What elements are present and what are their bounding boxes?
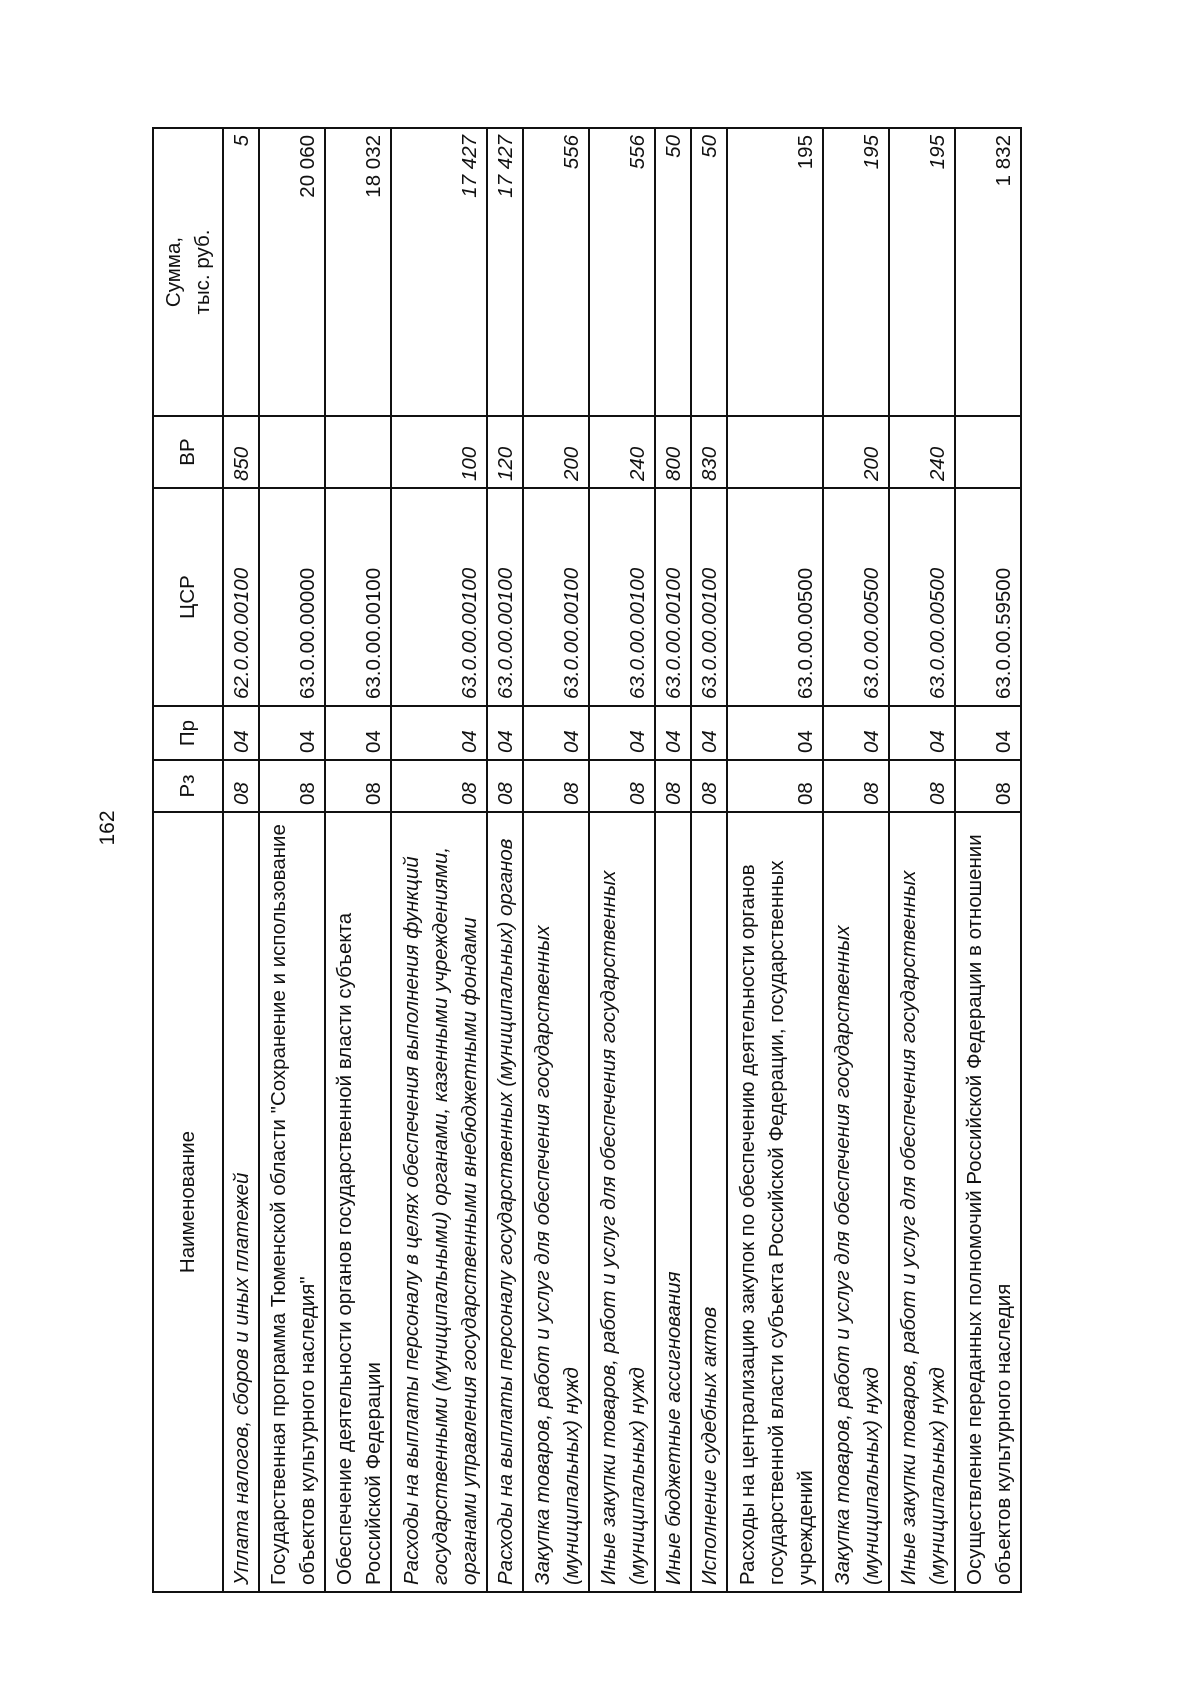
row-vr-cell [727,416,823,488]
table-header-row [153,128,223,1592]
row-csr-cell: 63.0.00.00100 [655,488,691,706]
row-vr-cell: 100 [391,416,487,488]
row-pr-cell: 04 [391,706,487,760]
row-name-cell: Иные бюджетные ассигнования [655,812,691,1592]
row-pr-cell: 04 [223,706,259,760]
row-sum-cell: 1 832 [955,128,1021,416]
row-csr-cell: 63.0.00.00100 [487,488,523,706]
row-pr-cell: 04 [727,706,823,760]
row-sum-cell: 20 060 [259,128,325,416]
row-rz-cell: 08 [589,760,655,812]
row-name-cell: Уплата налогов, сборов и иных платежей [223,812,259,1592]
table-row [691,128,727,1592]
row-pr-cell: 04 [691,706,727,760]
row-rz-cell: 08 [727,760,823,812]
row-vr-cell: 200 [523,416,589,488]
row-sum-cell: 17 427 [391,128,487,416]
header-pr: Пр [153,706,223,760]
row-csr-cell: 63.0.00.00100 [523,488,589,706]
row-rz-cell: 08 [889,760,955,812]
row-sum-cell: 17 427 [487,128,523,416]
row-csr-cell: 63.0.00.59500 [955,488,1021,706]
row-pr-cell: 04 [325,706,391,760]
row-csr-cell: 63.0.00.00500 [727,488,823,706]
row-rz-cell: 08 [523,760,589,812]
row-pr-cell: 04 [655,706,691,760]
row-vr-cell: 830 [691,416,727,488]
row-vr-cell: 850 [223,416,259,488]
row-pr-cell: 04 [955,706,1021,760]
row-rz-cell: 08 [655,760,691,812]
row-vr-cell [325,416,391,488]
table-row [223,128,259,1592]
row-name-cell: Иные закупки товаров, работ и услуг для обеспечения государственных (муниципальных) нужд [589,812,655,1592]
row-csr-cell: 63.0.00.00500 [823,488,889,706]
table-body [223,128,1021,1592]
row-sum-cell: 50 [691,128,727,416]
row-csr-cell: 63.0.00.00000 [259,488,325,706]
table-row [823,128,889,1592]
row-rz-cell: 08 [325,760,391,812]
row-vr-cell [955,416,1021,488]
table-row [655,128,691,1592]
row-name-cell: Закупка товаров, работ и услуг для обеспечения государственных (муниципальных) нужд [823,812,889,1592]
row-name-cell: Расходы на выплаты персоналу государственных (муниципальных) органов [487,812,523,1592]
row-sum-cell: 195 [889,128,955,416]
table-row [889,128,955,1592]
row-rz-cell: 08 [823,760,889,812]
row-pr-cell: 04 [487,706,523,760]
row-name-cell: Обеспечение деятельности органов государственной власти субъекта Российской Федерации [325,812,391,1592]
table-row [487,128,523,1592]
page-number: 162 [96,810,119,846]
rotated-table-container [152,129,1022,1593]
row-pr-cell: 04 [823,706,889,760]
row-rz-cell: 08 [223,760,259,812]
table-row [325,128,391,1592]
row-rz-cell: 08 [487,760,523,812]
row-name-cell: Закупка товаров, работ и услуг для обеспечения государственных (муниципальных) нужд [523,812,589,1592]
table-row [955,128,1021,1592]
row-pr-cell: 04 [523,706,589,760]
row-vr-cell: 240 [589,416,655,488]
row-pr-cell: 04 [889,706,955,760]
row-csr-cell: 63.0.00.00100 [691,488,727,706]
table-row [727,128,823,1592]
row-vr-cell: 200 [823,416,889,488]
row-sum-cell: 556 [589,128,655,416]
row-rz-cell: 08 [391,760,487,812]
header-vr: ВР [153,416,223,488]
row-name-cell: Расходы на выплаты персоналу в целях обеспечения выполнения функций государственными (муниципальными) органами, казенными учреждениями, органами управления государственными внебюджетными фондами [391,812,487,1592]
row-sum-cell: 556 [523,128,589,416]
row-sum-cell: 50 [655,128,691,416]
row-name-cell: Исполнение судебных актов [691,812,727,1592]
table-row [259,128,325,1592]
row-vr-cell [259,416,325,488]
header-sum-line1: Сумма, [161,236,185,308]
row-csr-cell: 63.0.00.00100 [325,488,391,706]
header-sum [153,128,223,416]
row-name-cell: Осуществление переданных полномочий Российской Федерации в отношении объектов культурного наследия [955,812,1021,1592]
row-sum-cell: 195 [823,128,889,416]
header-sum-line2: тыс. руб. [191,229,214,315]
header-rz: Рз [153,760,223,812]
table-row [589,128,655,1592]
row-sum-cell: 5 [223,128,259,416]
row-sum-cell: 195 [727,128,823,416]
row-pr-cell: 04 [259,706,325,760]
row-csr-cell: 62.0.00.00100 [223,488,259,706]
header-name: Наименование [153,812,223,1592]
header-csr: ЦСР [153,488,223,706]
row-vr-cell: 800 [655,416,691,488]
budget-table [152,127,1022,1593]
row-name-cell: Иные закупки товаров, работ и услуг для обеспечения государственных (муниципальных) нужд [889,812,955,1592]
row-rz-cell: 08 [955,760,1021,812]
row-pr-cell: 04 [589,706,655,760]
row-vr-cell: 240 [889,416,955,488]
row-rz-cell: 08 [259,760,325,812]
row-name-cell: Расходы на централизацию закупок по обеспечению деятельности органов государственной власти субъекта Российской Федерации, государственных учреждений [727,812,823,1592]
row-csr-cell: 63.0.00.00500 [889,488,955,706]
row-csr-cell: 63.0.00.00100 [589,488,655,706]
row-csr-cell: 63.0.00.00100 [391,488,487,706]
table-row [523,128,589,1592]
row-sum-cell: 18 032 [325,128,391,416]
table-row [391,128,487,1592]
row-rz-cell: 08 [691,760,727,812]
row-vr-cell: 120 [487,416,523,488]
row-name-cell: Государственная программа Тюменской области "Сохранение и использование объектов культурного наследия" [259,812,325,1592]
